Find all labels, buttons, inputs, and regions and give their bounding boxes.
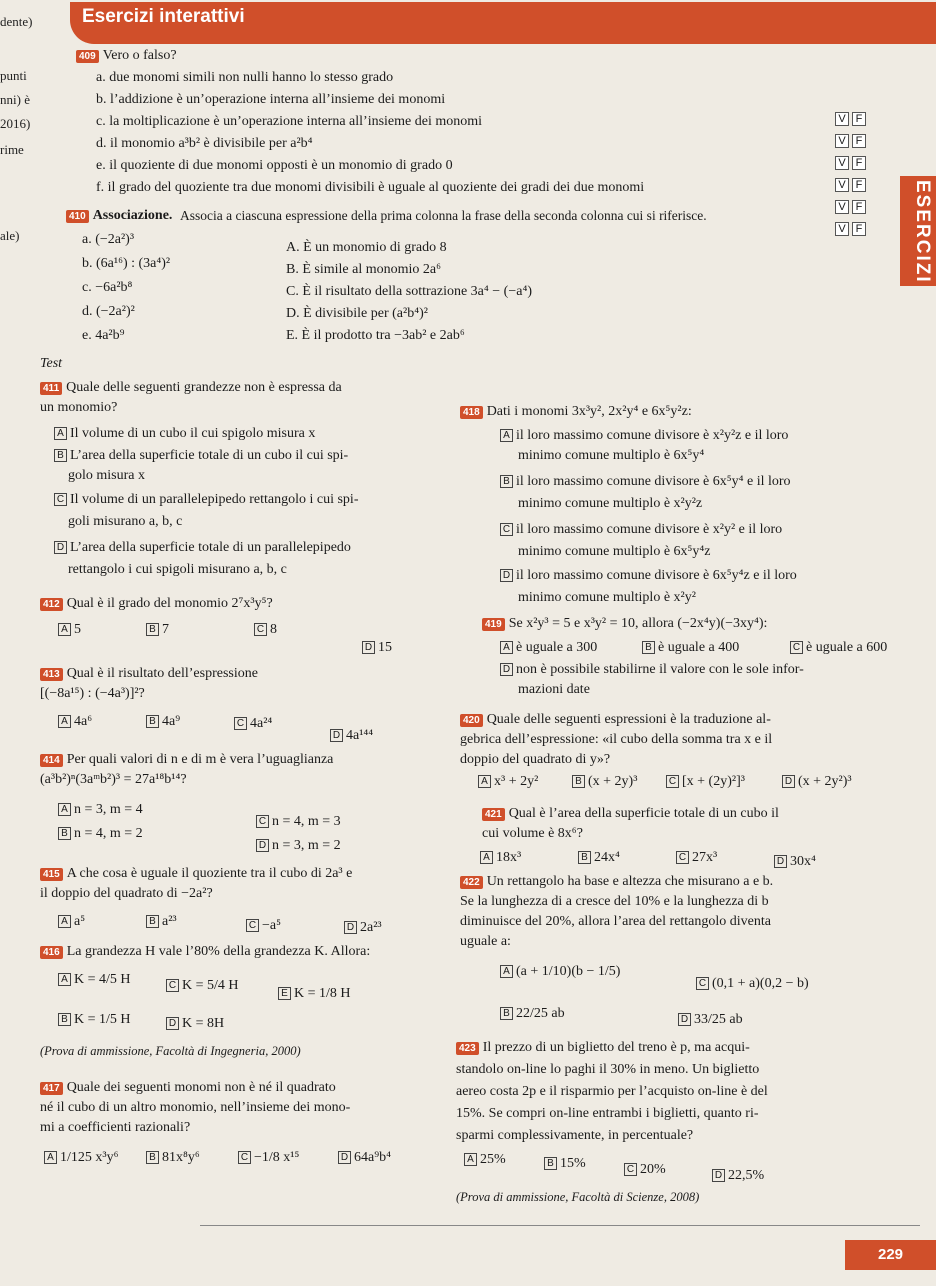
expression: c. −6a²b⁸ [82, 280, 133, 295]
exercise-418: 418 Dati i monomi 3x³y², 2x²y⁴ e 6x⁵y²z: [460, 404, 692, 420]
option-text: minimo comune multiplo è x²y²z [518, 496, 703, 511]
exercise-title: Vero o falso? [102, 48, 177, 63]
exercise-409: 409 Vero o falso? [76, 48, 177, 64]
exercise-text: uguale a: [460, 934, 511, 949]
option-421-b[interactable]: B 24x⁴ [578, 850, 620, 866]
option-420-c[interactable]: C [x + (2y)²]³ [666, 774, 745, 790]
true-false-boxes[interactable]: V F [835, 156, 869, 170]
option-422-c[interactable]: C (0,1 + a)(0,2 − b) [696, 976, 809, 992]
expression: d. (−2a²)² [82, 304, 135, 319]
section-title: Esercizi interattivi [82, 6, 245, 27]
exercise-text: gebrica dell’espressione: «il cubo della somma tra x e il [460, 732, 773, 747]
option-423-d[interactable]: D 22,5% [712, 1168, 764, 1184]
exercise-411: 411 Quale delle seguenti grandezze non è espressa da [40, 380, 342, 396]
phrase: A. È un monomio di grado 8 [286, 240, 447, 255]
exercise-text: cui volume è 8x⁶? [482, 826, 583, 841]
phrase: B. È simile al monomio 2a⁶ [286, 262, 441, 277]
phrase: C. È il risultato della sottrazione 3a⁴ − (−a⁴) [286, 284, 532, 299]
option-416-e[interactable]: E K = 1/8 H [278, 986, 351, 1002]
option-418-a[interactable]: A il loro massimo comune divisore è x²y²z e il loro [500, 428, 788, 444]
option-416-c[interactable]: C K = 5/4 H [166, 978, 239, 994]
margin-text: dente) [0, 14, 33, 29]
margin-text: rime [0, 142, 24, 157]
true-false-boxes[interactable]: V F [835, 134, 869, 148]
option-414-a[interactable]: A n = 3, m = 4 [58, 802, 143, 818]
option-412-d[interactable]: D 15 [362, 640, 392, 656]
exercise-422: 422 Un rettangolo ha base e altezza che misurano a e b. [460, 874, 773, 890]
exercise-text: un monomio? [40, 400, 118, 415]
option-416-b[interactable]: B K = 1/5 H [58, 1012, 131, 1028]
option-421-d[interactable]: D 30x⁴ [774, 854, 816, 870]
statement: b. l’addizione è un’operazione interna all’insieme dei monomi [96, 92, 446, 107]
option-415-d[interactable]: D 2a²³ [344, 920, 382, 936]
statement: d. il monomio a³b² è divisibile per a²b⁴ [96, 136, 313, 151]
source-note: (Prova di ammissione, Facoltà di Scienze, 2008) [456, 1190, 700, 1204]
option-text: goli misurano a, b, c [68, 514, 183, 529]
page-number: 229 [845, 1240, 936, 1270]
option-417-c[interactable]: C −1/8 x¹⁵ [238, 1150, 299, 1166]
exercise-text: mi a coefficienti razionali? [40, 1120, 191, 1135]
exercise-413: 413 Qual è il risultato dell’espressione [40, 666, 258, 682]
statement: c. la moltiplicazione è un’operazione interna all’insieme dei monomi [96, 114, 483, 129]
exercise-text: standolo on-line lo paghi il 30% in meno. Un biglietto [456, 1062, 760, 1077]
margin-text: 2016) [0, 116, 31, 131]
option-text: rettangolo i cui spigoli misurano a, b, c [68, 562, 287, 577]
exercise-420: 420 Quale delle seguenti espressioni è la traduzione al- [460, 712, 771, 728]
option-411-a[interactable]: A Il volume di un cubo il cui spigolo misura x [54, 426, 315, 442]
statement: e. il quoziente di due monomi opposti è un monomio di grado 0 [96, 158, 453, 173]
margin-text: nni) è [0, 92, 30, 107]
option-422-d[interactable]: D 33/25 ab [678, 1012, 743, 1028]
option-413-d[interactable]: D 4a¹⁴⁴ [330, 728, 373, 744]
option-413-b[interactable]: B 4a⁹ [146, 714, 180, 730]
option-412-b[interactable]: B 7 [146, 622, 169, 638]
exercise-text: (a³b²)ⁿ(3aᵐb²)³ = 27a¹⁸b¹⁴? [40, 772, 187, 787]
true-false-boxes[interactable]: V F [835, 178, 869, 192]
option-text: minimo comune multiplo è 6x⁵y⁴z [518, 544, 711, 559]
option-421-c[interactable]: C 27x³ [676, 850, 717, 866]
option-411-d[interactable]: D L’area della superficie totale di un parallelepipedo [54, 540, 351, 556]
option-417-d[interactable]: D 64a⁹b⁴ [338, 1150, 391, 1166]
option-414-c[interactable]: C n = 4, m = 3 [256, 814, 341, 830]
option-419-b[interactable]: B è uguale a 400 [642, 640, 739, 656]
option-413-c[interactable]: C 4a²⁴ [234, 716, 272, 732]
option-418-c[interactable]: C il loro massimo comune divisore è x²y² e il loro [500, 522, 782, 538]
option-419-d[interactable]: D non è possibile stabilirne il valore con le sole infor- [500, 662, 804, 678]
expression: a. (−2a²)³ [82, 232, 135, 247]
option-422-b[interactable]: B 22/25 ab [500, 1006, 565, 1022]
exercise-417: 417 Quale dei seguenti monomi non è né il quadrato [40, 1080, 336, 1096]
source-note: (Prova di ammissione, Facoltà di Ingegneria, 2000) [40, 1044, 301, 1058]
exercise-text: diminuisce del 20%, allora l’area del rettangolo diventa [460, 914, 771, 929]
option-419-a[interactable]: A è uguale a 300 [500, 640, 597, 656]
expression: b. (6a¹⁶) : (3a⁴)² [82, 256, 171, 271]
exercise-text: Associa a ciascuna espressione della prima colonna la frase della seconda colonna cui si riferisce. [180, 208, 707, 223]
option-417-a[interactable]: A 1/125 x³y⁶ [44, 1150, 118, 1166]
option-411-c[interactable]: C Il volume di un parallelepipedo rettangolo i cui spi- [54, 492, 358, 508]
exercise-text: aereo costa 2p e il risparmio per l’acquisto on-line è del [456, 1084, 768, 1099]
option-415-b[interactable]: B a²³ [146, 914, 177, 930]
option-418-b[interactable]: B il loro massimo comune divisore è 6x⁵y⁴ e il loro [500, 474, 791, 490]
option-416-d[interactable]: D K = 8H [166, 1016, 224, 1032]
phrase: D. È divisibile per (a²b⁴)² [286, 306, 428, 321]
option-text: mazioni date [518, 682, 590, 697]
phrase: E. È il prodotto tra −3ab² e 2ab⁶ [286, 328, 465, 343]
side-tab-label: ESERCIZI [912, 180, 933, 284]
true-false-boxes[interactable]: V F [835, 200, 869, 214]
option-415-a[interactable]: A a⁵ [58, 914, 85, 930]
option-text: minimo comune multiplo è 6x⁵y⁴ [518, 448, 705, 463]
option-413-a[interactable]: A 4a⁶ [58, 714, 92, 730]
exercise-text: doppio del quadrato di y»? [460, 752, 611, 767]
exercise-416: 416 La grandezza H vale l’80% della grandezza K. Allora: [40, 944, 370, 960]
option-423-a[interactable]: A 25% [464, 1152, 506, 1168]
exercise-text: sparmi complessivamente, in percentuale? [456, 1128, 694, 1143]
option-415-c[interactable]: C −a⁵ [246, 918, 281, 934]
exercise-423: 423 Il prezzo di un biglietto del treno è p, ma acqui- [456, 1040, 750, 1056]
option-419-c[interactable]: C è uguale a 600 [790, 640, 887, 656]
exercise-414: 414 Per quali valori di n e di m è vera l’uguaglianza [40, 752, 333, 768]
margin-text: ale) [0, 228, 20, 243]
option-423-b[interactable]: B 15% [544, 1156, 586, 1172]
exercise-text: Se la lunghezza di a cresce del 10% e la lunghezza di b [460, 894, 769, 909]
option-text: golo misura x [68, 468, 145, 483]
exercise-text: [(−8a¹⁵) : (−4a³)]²? [40, 686, 145, 701]
option-text: minimo comune multiplo è x²y² [518, 590, 696, 605]
option-412-c[interactable]: C 8 [254, 622, 277, 638]
exercise-412: 412 Qual è il grado del monomio 2⁷x³y⁵? [40, 596, 273, 612]
option-420-d[interactable]: D (x + 2y²)³ [782, 774, 852, 790]
option-420-b[interactable]: B (x + 2y)³ [572, 774, 637, 790]
option-417-b[interactable]: B 81x⁸y⁶ [146, 1150, 200, 1166]
option-420-a[interactable]: A x³ + 2y² [478, 774, 538, 790]
divider [200, 1225, 920, 1226]
expression: e. 4a²b⁹ [82, 328, 125, 343]
true-false-boxes[interactable]: V F [835, 222, 869, 236]
option-418-d[interactable]: D il loro massimo comune divisore è 6x⁵y⁴z e il loro [500, 568, 797, 584]
option-416-a[interactable]: A K = 4/5 H [58, 972, 131, 988]
option-412-a[interactable]: A 5 [58, 622, 81, 638]
statement: a. due monomi simili non nulli hanno lo stesso grado [96, 70, 394, 85]
exercise-text: 15%. Se compri on-line entrambi i biglietti, quanto ri- [456, 1106, 759, 1121]
exercise-419: 419 Se x²y³ = 5 e x³y² = 10, allora (−2x⁴y)(−3xy⁴): [482, 616, 767, 632]
option-414-b[interactable]: B n = 4, m = 2 [58, 826, 143, 842]
option-411-b[interactable]: B L’area della superficie totale di un cubo il cui spi- [54, 448, 348, 464]
exercise-text: né il cubo di un altro monomio, nell’insieme dei mono- [40, 1100, 351, 1115]
exercise-text: il doppio del quadrato di −2a²? [40, 886, 213, 901]
true-false-boxes[interactable]: V F [835, 112, 869, 126]
statement: f. il grado del quoziente tra due monomi divisibili è uguale al quoziente dei gradi dei due monomi [96, 180, 645, 195]
option-423-c[interactable]: C 20% [624, 1162, 666, 1178]
option-421-a[interactable]: A 18x³ [480, 850, 521, 866]
exercise-410: 410 Associazione. [66, 208, 172, 224]
test-heading: Test [40, 356, 63, 371]
exercise-415: 415 A che cosa è uguale il quoziente tra il cubo di 2a³ e [40, 866, 352, 882]
exercise-421: 421 Qual è l’area della superficie totale di un cubo il [482, 806, 779, 822]
margin-text: punti [0, 68, 27, 83]
option-414-d[interactable]: D n = 3, m = 2 [256, 838, 341, 854]
option-422-a[interactable]: A (a + 1/10)(b − 1/5) [500, 964, 620, 980]
